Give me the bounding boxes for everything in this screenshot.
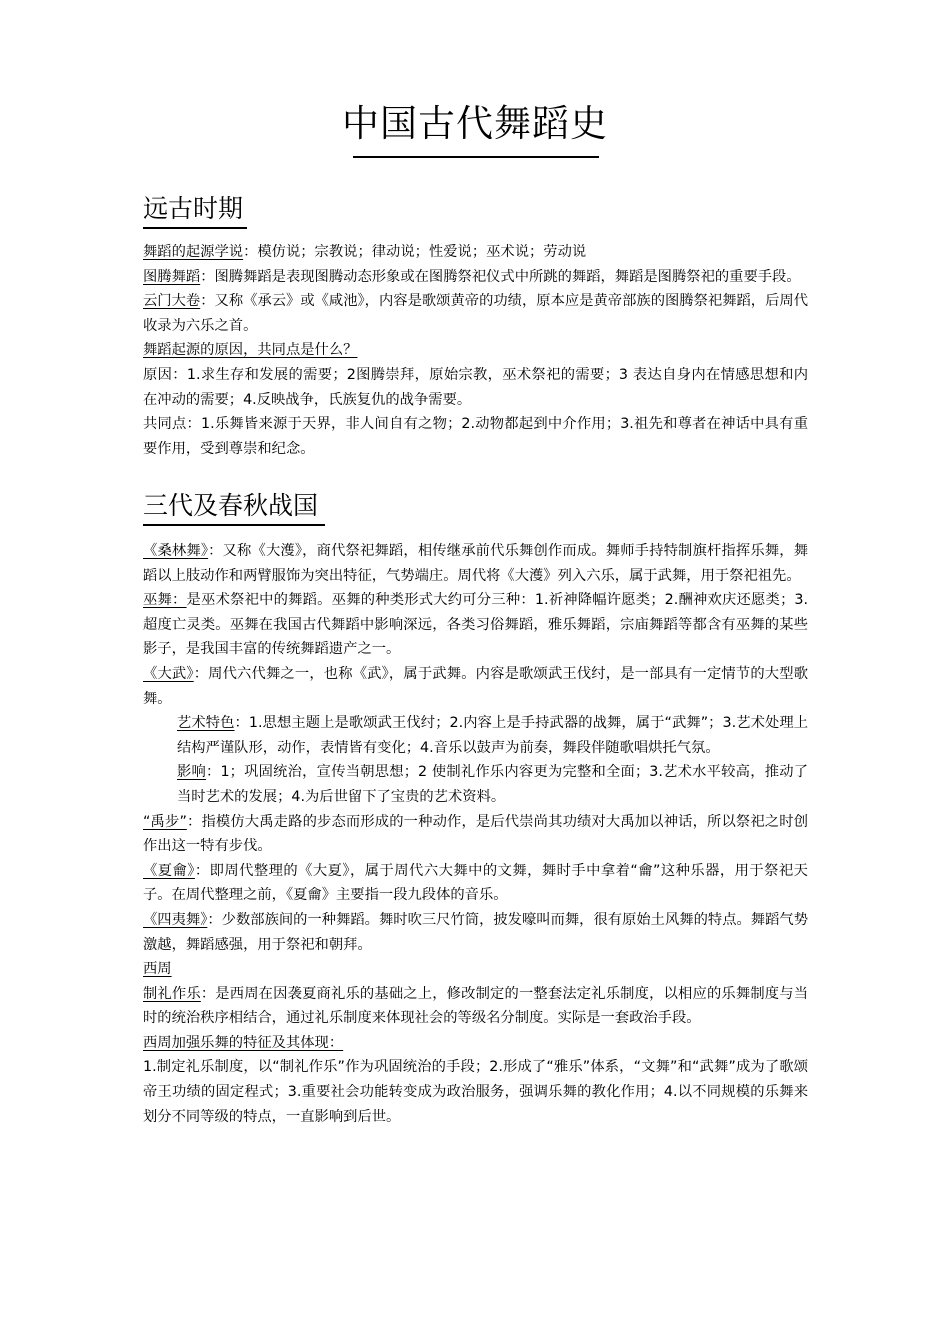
term-label: 图腾舞蹈 xyxy=(143,268,201,285)
paragraph xyxy=(143,662,808,711)
paragraph-text: 原因：1.求生存和发展的需要；2图腾崇拜，原始宗教，巫术祭祀的需要；3 表达自身内在情感思想和内在冲动的需要；4.反映战争，氏族复仇的战争需要。 xyxy=(143,366,808,408)
term-label: 《大武》 xyxy=(143,665,194,682)
term-label: 《桑林舞》 xyxy=(143,543,209,559)
term-label: 舞蹈的起源学说 xyxy=(143,244,244,260)
paragraph xyxy=(143,908,808,957)
term-label: 影响 xyxy=(177,764,207,781)
paragraph xyxy=(143,760,808,809)
section-body-prehistoric xyxy=(143,240,808,461)
section-heading-underline xyxy=(143,227,247,229)
term-label: 西周 xyxy=(143,961,172,978)
paragraph xyxy=(143,859,808,908)
section-heading-underline xyxy=(143,524,325,526)
paragraph xyxy=(143,412,808,461)
term-label: 《四夷舞》 xyxy=(143,911,208,928)
paragraph xyxy=(143,338,808,363)
paragraph xyxy=(143,982,808,1031)
section-body-three-dynasties xyxy=(143,539,808,1129)
term-label: 制礼作乐 xyxy=(143,985,201,1002)
section-heading-prehistoric: 远古时期 xyxy=(143,194,244,223)
paragraph xyxy=(143,711,808,760)
paragraph-text: 共同点：1.乐舞皆来源于天界，非人间自有之物；2.动物都起到中介作用；3.祖先和尊者在神话中具有重要作用，受到尊崇和纪念。 xyxy=(143,416,808,457)
paragraph-text: 1.制定礼乐制度，以“制礼作乐”作为巩固统治的手段；2.形成了“雅乐”体系，“文舞”和“武舞”成为了歌颂帝王功绩的固定程式；3.重要社会功能转变成为政治服务，强调乐舞的教化作用；4.以不同规模的乐舞来划分不同等级的特点，一直影响到后世。 xyxy=(143,1059,808,1125)
paragraph-text: ：是西周在因袭夏商礼乐的基础之上，修改制定的一整套法定礼乐制度，以相应的乐舞制度与当时的统治秩序相结合，通过礼乐制度来体现社会的等级名分制度。实际是一套政治手段。 xyxy=(143,985,808,1027)
paragraph-text: ：又称《承云》或《咸池》，内容是歌颂黄帝的功绩，原本应是黄帝部族的图腾祭祀舞蹈，后周代收录为六乐之首。 xyxy=(143,293,809,334)
term-label: “禹步” xyxy=(143,813,187,830)
term-label: 艺术特色 xyxy=(177,715,235,732)
term-label: 巫舞： xyxy=(143,592,187,609)
paragraph-text: ：少数部族间的一种舞蹈。舞时吹三尺竹筒，披发嚎叫而舞，很有原始土风舞的特点。舞蹈气势激越，舞蹈感强，用于祭祀和朝拜。 xyxy=(143,911,808,953)
paragraph-text: ：周代六代舞之一，也称《武》，属于武舞。内容是歌颂武王伐纣，是一部具有一定情节的大型歌舞。 xyxy=(143,665,808,707)
term-label: 云门大卷 xyxy=(143,293,201,310)
paragraph xyxy=(143,289,808,338)
paragraph-text: 是巫术祭祀中的舞蹈。巫舞的种类形式大约可分三种：1.祈神降幅许愿类；2.酬神欢庆还愿类；3.超度亡灵类。巫舞在我国古代舞蹈中影响深远，各类习俗舞蹈，雅乐舞蹈，宗庙舞蹈等都含有巫舞的某些影子，是我国丰富的传统舞蹈遗产之一。 xyxy=(143,592,809,658)
paragraph xyxy=(143,539,808,588)
document-title: 中国古代舞蹈史 xyxy=(342,102,608,145)
paragraph-text: ：1；巩固统治，宣传当朝思想；2 使制礼作乐内容更为完整和全面；3.艺术水平较高，推动了当时艺术的发展；4.为后世留下了宝贵的艺术资料。 xyxy=(177,764,809,805)
paragraph-text: ：1.思想主题上是歌颂武王伐纣；2.内容上是手持武器的战舞，属于“武舞”；3.艺术处理上结构严谨队形，动作，表情皆有变化；4.音乐以鼓声为前奏，舞段伴随歌唱烘托气氛。 xyxy=(177,715,809,756)
term-label: 西周加强乐舞的特征及其体现： xyxy=(143,1034,344,1051)
paragraph xyxy=(143,810,808,859)
paragraph xyxy=(143,363,808,412)
term-label: 舞蹈起源的原因，共同点是什么？ xyxy=(143,342,358,359)
paragraph-text: ：又称《大濩》，商代祭祀舞蹈，相传继承前代乐舞创作而成。舞师手持特制旗杆指挥乐舞，舞蹈以上肢动作和两臂服饰为突出特征，气势端庄。周代将《大濩》列入六乐，属于武舞，用于祭祀祖先。 xyxy=(143,543,808,584)
paragraph xyxy=(143,240,808,265)
paragraph xyxy=(143,957,808,982)
paragraph xyxy=(143,588,808,662)
paragraph xyxy=(143,1055,808,1129)
paragraph-text: ：模仿说；宗教说；律动说；性爱说；巫术说；劳动说 xyxy=(243,244,587,260)
paragraph xyxy=(143,1031,808,1056)
section-heading-three-dynasties: 三代及春秋战国 xyxy=(143,491,319,520)
paragraph-text: ：指模仿大禹走路的步态而形成的一种动作，是后代崇尚其功绩对大禹加以神话，所以祭祀之时创作出这一特有步伐。 xyxy=(143,813,808,855)
paragraph xyxy=(143,265,808,290)
paragraph-text: ：图腾舞蹈是表现图腾动态形象或在图腾祭祀仪式中所跳的舞蹈，舞蹈是图腾祭祀的重要手段。 xyxy=(200,268,801,285)
paragraph-text: ：即周代整理的《大夏》，属于周代六大舞中的文舞，舞时手中拿着“龠”这种乐器，用于祭祀天子。在周代整理之前，《夏龠》主要指一段九段体的音乐。 xyxy=(143,862,808,904)
title-underline xyxy=(353,156,599,158)
term-label: 《夏龠》 xyxy=(143,862,195,879)
